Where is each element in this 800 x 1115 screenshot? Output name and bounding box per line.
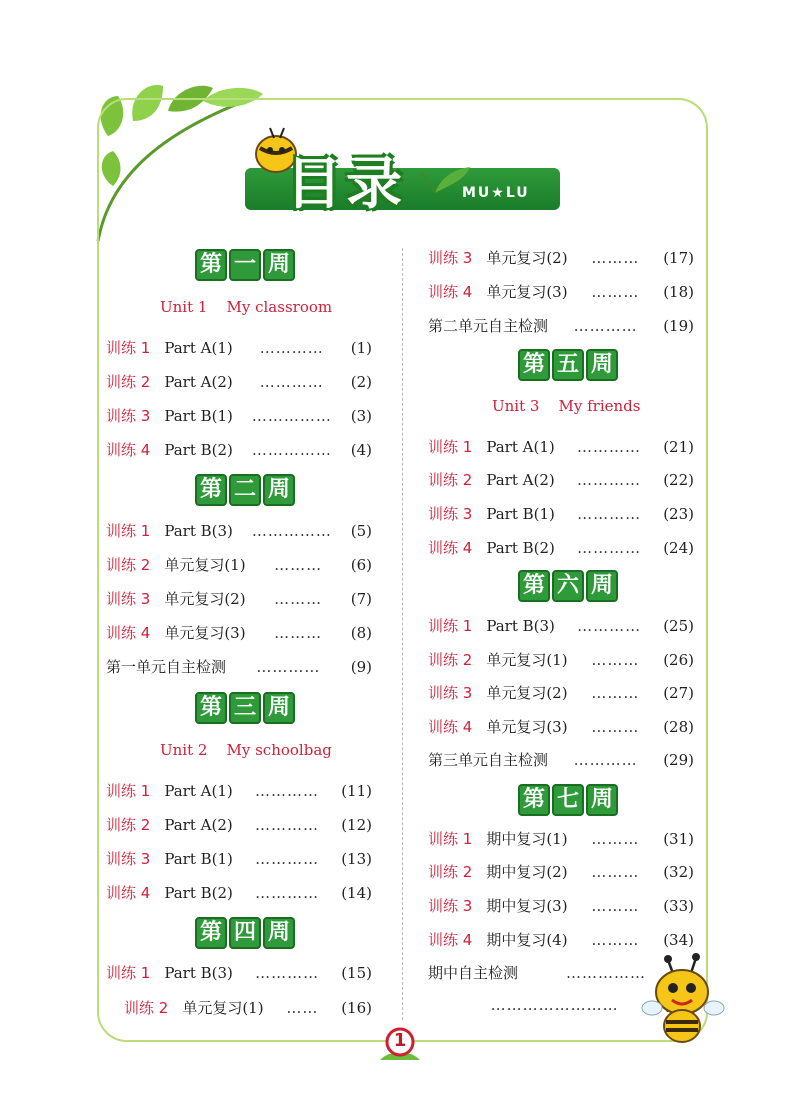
entry-title: Part A(1) xyxy=(164,339,233,357)
entry-title: 第三单元自主检测 xyxy=(428,751,549,769)
toc-entry[interactable] xyxy=(106,882,372,903)
entry-title: 单元复习(1) xyxy=(486,651,568,669)
leader-dots: ……… xyxy=(591,830,640,848)
entry-title: Part B(2) xyxy=(164,884,233,902)
exercise-label: 训练 3 xyxy=(428,249,473,267)
week-heading xyxy=(518,784,620,816)
unit-heading: Unit 1 My classroom xyxy=(160,298,333,316)
exercise-label: 训练 4 xyxy=(428,718,473,736)
exercise-label: 训练 3 xyxy=(106,590,151,608)
toc-entry[interactable] xyxy=(428,649,694,670)
entry-title: 单元复习(2) xyxy=(164,590,246,608)
entry-title: Part B(2) xyxy=(164,441,233,459)
unit-heading: Unit 2 My schoolbag xyxy=(160,741,332,759)
exercise-label: 训练 4 xyxy=(428,931,473,949)
leader-dots: …………… xyxy=(251,407,332,425)
leader-dots: …………………… xyxy=(490,996,619,1014)
page-ref: (4) xyxy=(350,441,372,459)
page-ref: (26) xyxy=(663,651,694,669)
page-ref: (15) xyxy=(341,964,372,982)
toc-entry[interactable] xyxy=(428,615,694,636)
week-heading-char: 第 xyxy=(518,784,550,816)
page-ref: (5) xyxy=(350,522,372,540)
week-heading-char: 第 xyxy=(518,570,550,602)
exercise-label: 训练 1 xyxy=(106,522,151,540)
toc-entry[interactable] xyxy=(428,469,694,490)
leader-dots: ………… xyxy=(254,816,319,834)
page-ref: (3) xyxy=(350,407,372,425)
toc-entry[interactable] xyxy=(428,716,694,737)
toc-entry[interactable] xyxy=(106,848,372,869)
exercise-label: 训练 3 xyxy=(428,505,473,523)
toc-entry[interactable] xyxy=(428,281,694,302)
leader-dots: ……… xyxy=(591,283,640,301)
exercise-label: 训练 4 xyxy=(428,539,473,557)
toc-entry[interactable] xyxy=(428,828,694,849)
exercise-label: 训练 4 xyxy=(428,283,473,301)
toc-entry[interactable] xyxy=(106,337,372,358)
exercise-label: 训练 1 xyxy=(106,782,151,800)
leader-dots: ………… xyxy=(573,751,638,769)
toc-entry[interactable] xyxy=(106,814,372,835)
entry-title: 期中复习(1) xyxy=(486,830,568,848)
week-heading-char: 第 xyxy=(195,692,227,724)
entry-title: Part B(3) xyxy=(164,964,233,982)
week-heading xyxy=(195,249,297,281)
toc-entry[interactable] xyxy=(428,895,694,916)
entry-title: Part A(2) xyxy=(164,373,233,391)
page-ref: (17) xyxy=(663,249,694,267)
toc-entry[interactable] xyxy=(428,315,694,336)
week-heading-char: 周 xyxy=(263,692,295,724)
exercise-label: 训练 1 xyxy=(106,339,151,357)
column-divider xyxy=(402,248,403,1020)
week-heading-char: 周 xyxy=(586,784,618,816)
toc-entry[interactable] xyxy=(106,371,372,392)
toc-entry[interactable] xyxy=(124,997,372,1018)
exercise-label: 训练 2 xyxy=(106,556,151,574)
toc-entry[interactable] xyxy=(428,749,694,770)
leader-dots: ………… xyxy=(254,782,319,800)
toc-entry[interactable] xyxy=(106,622,372,643)
leader-dots: ………… xyxy=(576,438,641,456)
week-heading-char: 周 xyxy=(263,917,295,949)
leader-dots: ……… xyxy=(274,590,323,608)
toc-entry[interactable] xyxy=(428,503,694,524)
leader-dots: …………… xyxy=(251,522,332,540)
entry-title: 第二单元自主检测 xyxy=(428,317,549,335)
entry-title: 单元复习(2) xyxy=(486,684,568,702)
page-ref: (13) xyxy=(341,850,372,868)
leader-dots: ……… xyxy=(591,863,640,881)
page-ref: (18) xyxy=(663,283,694,301)
page-ref: (23) xyxy=(663,505,694,523)
exercise-label: 训练 2 xyxy=(428,651,473,669)
toc-entry[interactable] xyxy=(106,588,372,609)
leader-dots: ……… xyxy=(591,718,640,736)
week-heading xyxy=(518,570,620,602)
exercise-label: 训练 2 xyxy=(106,816,151,834)
page-ref: (19) xyxy=(663,317,694,335)
leader-dots: …………… xyxy=(566,964,646,982)
entry-title: 期中复习(2) xyxy=(486,863,568,881)
exercise-label: 训练 3 xyxy=(106,850,151,868)
leader-dots: ……… xyxy=(591,249,640,267)
exercise-label: 训练 3 xyxy=(428,684,473,702)
exercise-label: 训练 3 xyxy=(106,407,151,425)
week-heading-char: 五 xyxy=(552,349,584,381)
toc-entry[interactable] xyxy=(428,247,694,268)
toc-entry[interactable] xyxy=(106,554,372,575)
leader-dots: …… xyxy=(286,999,319,1017)
page-ref: (8) xyxy=(350,624,372,642)
toc-title: 目录 xyxy=(286,152,406,217)
page-ref: (21) xyxy=(663,438,694,456)
exercise-label: 训练 1 xyxy=(106,964,151,982)
week-heading-char: 一 xyxy=(229,249,261,281)
entry-title: Part B(1) xyxy=(164,407,233,425)
page-number: 1 xyxy=(393,1030,407,1051)
week-heading xyxy=(518,349,620,381)
toc-entry[interactable] xyxy=(106,656,372,677)
entry-title: 第一单元自主检测 xyxy=(106,658,227,676)
page-ref: (7) xyxy=(350,590,372,608)
leader-dots: ………… xyxy=(256,658,321,676)
toc-entry[interactable] xyxy=(428,537,694,558)
week-heading-char: 周 xyxy=(263,474,295,506)
leader-dots: ………… xyxy=(573,317,638,335)
entry-title: Part A(2) xyxy=(164,816,233,834)
exercise-label: 训练 2 xyxy=(106,373,151,391)
exercise-label: 训练 2 xyxy=(428,471,473,489)
week-heading-char: 周 xyxy=(263,249,295,281)
leader-dots: ………… xyxy=(255,884,320,902)
page-ref: (1) xyxy=(350,339,372,357)
entry-title: Part A(2) xyxy=(486,471,555,489)
leader-dots: ………… xyxy=(577,617,642,635)
page-ref: (22) xyxy=(663,471,694,489)
entry-title: 单元复习(1) xyxy=(182,999,264,1017)
unit-heading: Unit 3 My friends xyxy=(492,397,641,415)
entry-title: 期中复习(3) xyxy=(486,897,568,915)
page-ref: (11) xyxy=(341,782,372,800)
toc-entry[interactable] xyxy=(428,929,694,950)
page-ref: (29) xyxy=(663,751,694,769)
exercise-label: 训练 4 xyxy=(106,884,151,902)
leader-dots: …………… xyxy=(251,441,332,459)
exercise-label: 训练 4 xyxy=(106,624,151,642)
leader-dots: ………… xyxy=(577,539,642,557)
entry-title: Part A(1) xyxy=(164,782,233,800)
toc-entry[interactable] xyxy=(106,780,372,801)
toc-entry[interactable] xyxy=(106,520,372,541)
entry-title: 单元复习(2) xyxy=(486,249,568,267)
leader-dots: ………… xyxy=(259,373,324,391)
toc-entry[interactable] xyxy=(106,405,372,426)
page-ref: (34) xyxy=(663,931,694,949)
leader-dots: ……… xyxy=(591,897,640,915)
week-heading-char: 七 xyxy=(552,784,584,816)
leader-dots: ………… xyxy=(255,964,320,982)
exercise-label: 训练 1 xyxy=(428,438,473,456)
entry-title: 单元复习(1) xyxy=(164,556,246,574)
exercise-label: 训练 2 xyxy=(428,863,473,881)
week-heading-char: 第 xyxy=(195,249,227,281)
entry-title: 期中自主检测 xyxy=(428,964,519,982)
exercise-label: 训练 4 xyxy=(106,441,151,459)
entry-title: 单元复习(3) xyxy=(486,718,568,736)
leader-dots: ………… xyxy=(259,339,324,357)
entry-title: Part B(2) xyxy=(486,539,555,557)
exercise-label: 训练 3 xyxy=(428,897,473,915)
week-heading-char: 第 xyxy=(195,917,227,949)
page-ref: (16) xyxy=(341,999,372,1017)
toc-entry[interactable] xyxy=(428,682,694,703)
bee-mascot-icon xyxy=(638,950,728,1045)
exercise-label: 训练 2 xyxy=(124,999,169,1017)
page-ref: (14) xyxy=(341,884,372,902)
leader-dots: ………… xyxy=(577,505,642,523)
page-ref: (32) xyxy=(663,863,694,881)
page-ref: (9) xyxy=(350,658,372,676)
toc-entry[interactable] xyxy=(428,861,694,882)
leader-dots: ……… xyxy=(274,556,323,574)
exercise-label: 训练 1 xyxy=(428,617,473,635)
entry-title: Part B(1) xyxy=(164,850,233,868)
week-heading xyxy=(195,474,297,506)
entry-title: Part B(3) xyxy=(164,522,233,540)
entry-title: 单元复习(3) xyxy=(486,283,568,301)
week-heading-char: 第 xyxy=(518,349,550,381)
toc-entry[interactable] xyxy=(428,436,694,457)
page-ref: (24) xyxy=(663,539,694,557)
week-heading-char: 二 xyxy=(229,474,261,506)
exercise-label: 训练 1 xyxy=(428,830,473,848)
toc-entry[interactable] xyxy=(106,962,372,983)
leader-dots: ………… xyxy=(576,471,641,489)
leader-dots: ……… xyxy=(591,931,640,949)
week-heading-char: 周 xyxy=(586,570,618,602)
week-heading-char: 三 xyxy=(229,692,261,724)
week-heading-char: 四 xyxy=(229,917,261,949)
entry-title: 单元复习(3) xyxy=(164,624,246,642)
page-ref: (28) xyxy=(663,718,694,736)
leader-dots: ……… xyxy=(591,651,640,669)
week-heading-char: 六 xyxy=(552,570,584,602)
page-ref: (12) xyxy=(341,816,372,834)
toc-subtitle: MU★LU xyxy=(462,185,530,201)
week-heading-char: 周 xyxy=(586,349,618,381)
leader-dots: ……… xyxy=(591,684,640,702)
leader-dots: ………… xyxy=(255,850,320,868)
entry-title: 期中复习(4) xyxy=(486,931,568,949)
page-ref: (25) xyxy=(663,617,694,635)
page-ref: (31) xyxy=(663,830,694,848)
page-ref: (6) xyxy=(350,556,372,574)
page-ref: (33) xyxy=(663,897,694,915)
week-heading xyxy=(195,917,297,949)
page-ref: (2) xyxy=(350,373,372,391)
week-heading xyxy=(195,692,297,724)
entry-title: Part B(3) xyxy=(486,617,555,635)
page-ref: (27) xyxy=(663,684,694,702)
week-heading-char: 第 xyxy=(195,474,227,506)
leader-dots: ……… xyxy=(274,624,323,642)
entry-title: Part A(1) xyxy=(486,438,555,456)
entry-title: Part B(1) xyxy=(486,505,555,523)
toc-entry[interactable] xyxy=(106,439,372,460)
